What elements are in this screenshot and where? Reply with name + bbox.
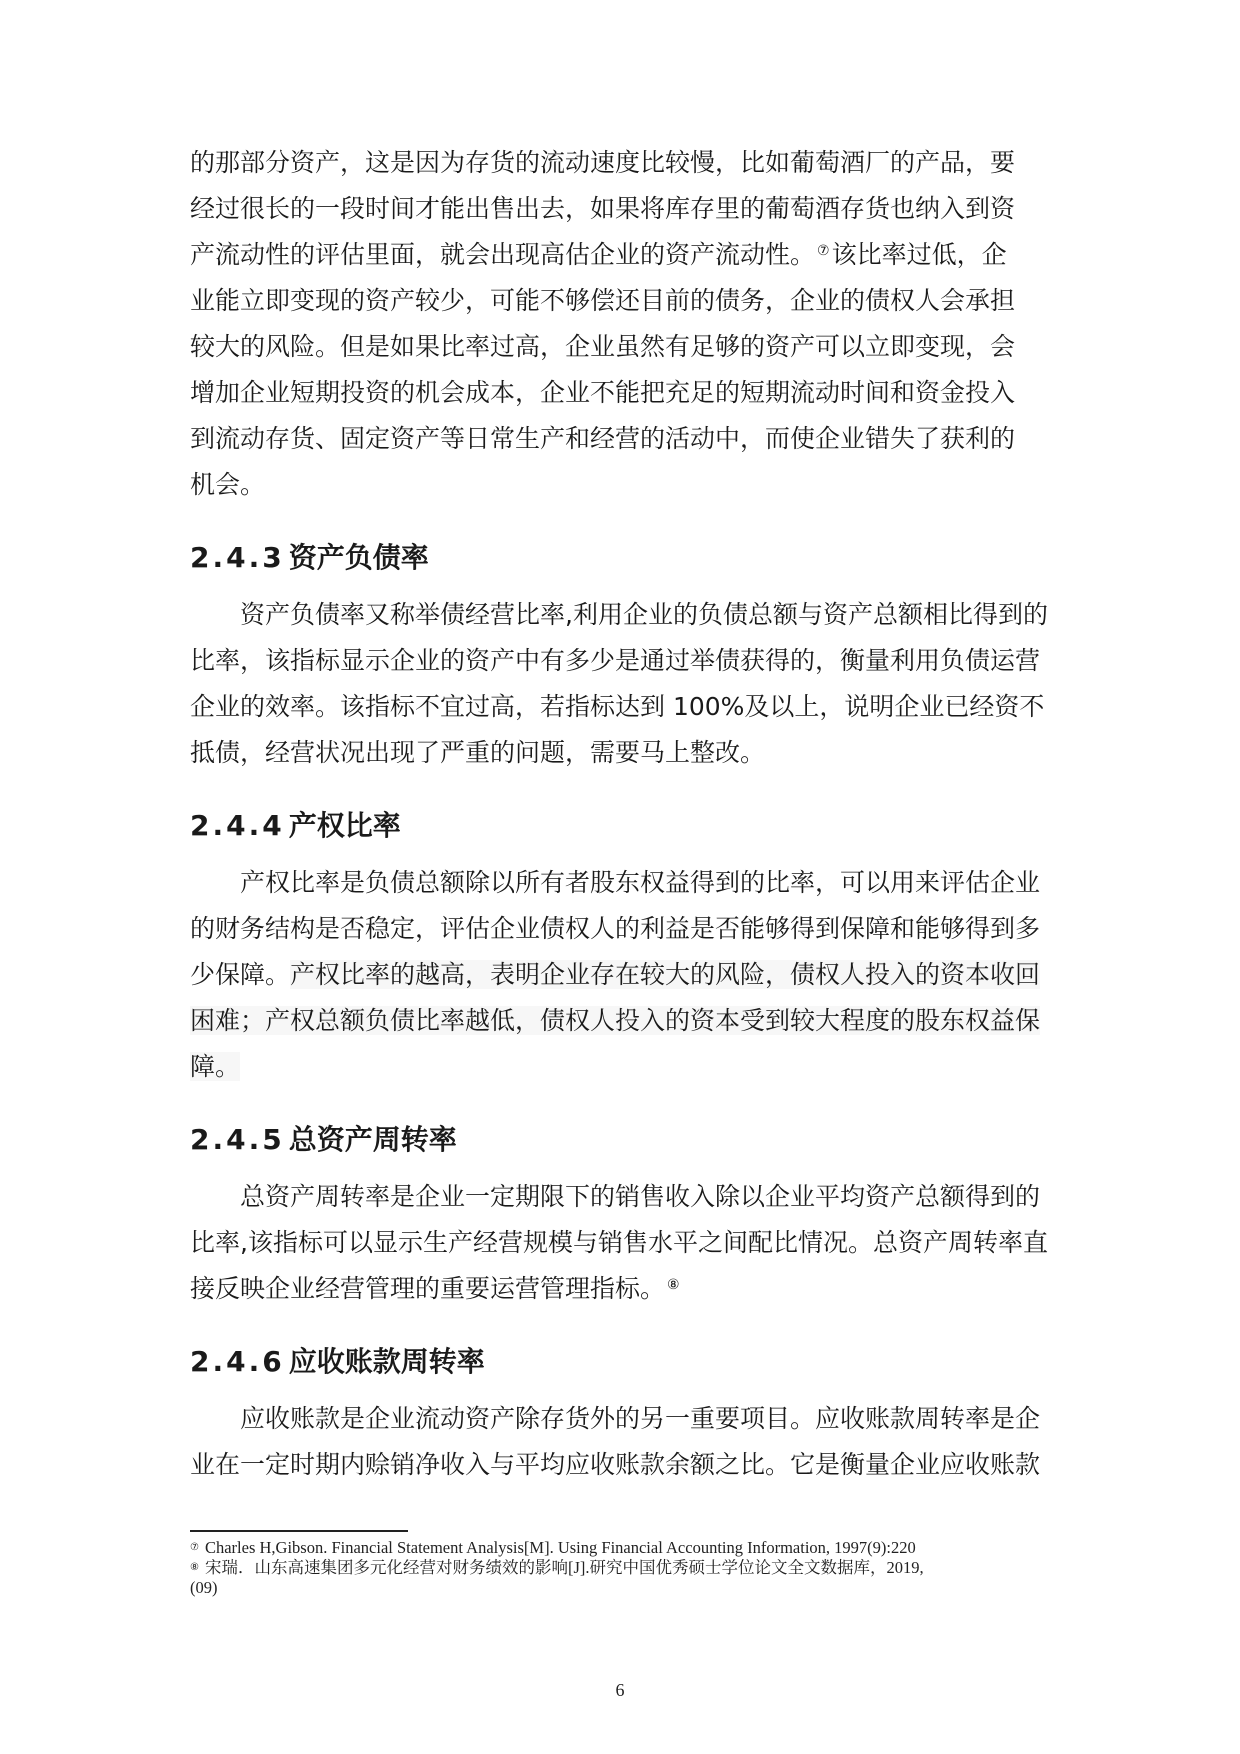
footnote-ref-8[interactable]: ⑧ [667,1277,680,1293]
text-line: 总资产周转率是企业一定期限下的销售收入除以企业平均资产总额得到的 [240,1182,1041,1211]
highlighted-text: 障。 [190,1052,241,1081]
text-line: 的财务结构是否稳定，评估企业债权人的利益是否能够得到保障和能够得到多 [190,914,1041,943]
text-line: 比率，该指标显示企业的资产中有多少是通过举债获得的，衡量利用负债运营 [190,646,1041,675]
section-heading-2-4-4: 2.4.4 产权比率 [190,809,401,842]
text-line: 较大的风险。但是如果比率过高，企业虽然有足够的资产可以立即变现，会 [190,332,1016,361]
text-line: 产权比率是负债总额除以所有者股东权益得到的比率，可以用来评估企业 [240,868,1041,897]
section-heading-2-4-6: 2.4.6 应收账款周转率 [190,1345,485,1378]
text-line: 企业的效率。该指标不宜过高，若指标达到 100%及以上，说明企业已经资不 [190,692,1045,721]
paragraph-2-4-3 [190,592,1070,776]
section-heading-2-4-3: 2.4.3 资产负债率 [190,541,429,574]
highlighted-text: 产权比率的越高，表明企业存在较大的风险，债权人投入的资本收回 [290,960,1041,989]
text-line: 比率,该指标可以显示生产经营规模与销售水平之间配比情况。总资产周转率直 [190,1228,1048,1257]
text-line: 增加企业短期投资的机会成本，企业不能把充足的短期流动时间和资金投入 [190,378,1016,407]
text-line: 经过很长的一段时间才能出售出去，如果将库存里的葡萄酒存货也纳入到资 [190,194,1016,223]
text-line: 业能立即变现的资产较少，可能不够偿还目前的债务，企业的债权人会承担 [190,286,1016,315]
paragraph-2-4-4 [190,860,1070,1090]
text-line [190,998,1070,1044]
footnote-ref-7[interactable]: ⑦ [817,243,830,259]
footnote-7: ⑦ Charles H,Gibson. Financial Statement Analysis[M]. Using Financial Accounting Information, 1997(9):220 [190,1538,916,1557]
footnotes [190,1538,1070,1598]
page-number: 6 [615,1680,625,1700]
text-line: 抵债，经营状况出现了严重的问题，需要马上整改。 [190,738,766,767]
footnote-8: ⑧ 宋瑞．山东高速集团多元化经营对财务绩效的影响[J].研究中国优秀硕士学位论文全文数据库，2019, [190,1558,924,1577]
text-line: 少保障。产权比率的越高，表明企业存在较大的风险，债权人投入的资本收回 [190,960,1041,989]
text-line: 到流动存货、固定资产等日常生产和经营的活动中，而使企业错失了获利的 [190,424,1016,453]
text-line: 机会。 [190,470,266,499]
paragraph-2-4-5 [190,1174,1070,1312]
footnote-divider [190,1530,408,1532]
intro-paragraph [190,140,1070,508]
highlighted-text: 困难；产权总额负债比率越低，债权人投入的资本受到较大程度的股东权益保 [190,1006,1041,1035]
section-heading-2-4-5: 2.4.5 总资产周转率 [190,1123,457,1156]
text-line: 的那部分资产，这是因为存货的流动速度比较慢，比如葡萄酒厂的产品，要 [190,148,1016,177]
paragraph-2-4-6 [190,1396,1070,1488]
footnote-8-continuation: (09) [190,1578,218,1597]
text-line: 资产负债率又称举债经营比率,利用企业的负债总额与资产总额相比得到的 [240,600,1048,629]
text-line: 应收账款是企业流动资产除存货外的另一重要项目。应收账款周转率是企 [240,1404,1041,1433]
text-line: 业在一定时期内赊销净收入与平均应收账款余额之比。它是衡量企业应收账款 [190,1450,1041,1479]
text-line: 产流动性的评估里面，就会出现高估企业的资产流动性。 ⑦该比率过低，企 [190,240,1007,269]
text-line: 接反映企业经营管理的重要运营管理指标。 ⑧ [190,1274,680,1303]
body-text [190,140,1070,1488]
text-line [190,1044,1070,1090]
